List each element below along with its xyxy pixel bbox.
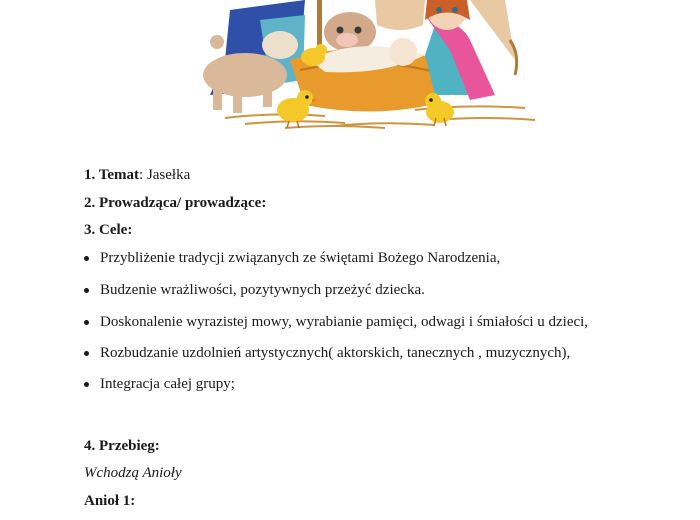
- section-leaders-label: . Prowadząca/ prowadzące:: [91, 195, 267, 211]
- nativity-scene-image: [185, 0, 555, 135]
- goal-text: Integracja całej grupy;: [100, 376, 235, 392]
- goal-text: Rozbudzanie uzdolnień artystycznych( aktorskich, tanecznych , muzycznych),: [100, 345, 571, 361]
- section-topic: [84, 166, 190, 184]
- bullet-icon: [84, 256, 89, 261]
- bullet-icon: [84, 320, 89, 325]
- goal-text: Budzenie wrażliwości, pozytywnych przeżyć dziecka.: [100, 282, 425, 298]
- section-leaders-number: 2: [84, 195, 92, 211]
- stage-direction: Wchodzą Anioły: [84, 465, 182, 481]
- goal-text: Przybliżenie tradycji związanych ze świętami Bożego Narodzenia,: [100, 250, 501, 266]
- speaker-label: Anioł 1:: [84, 493, 136, 509]
- goal-text: Doskonalenie wyrazistej mowy, wyrabianie pamięci, odwagi i śmiałości u dzieci,: [100, 314, 589, 330]
- section-goals-heading: 3. Cele:: [84, 222, 133, 238]
- section-topic-value: Jasełka: [146, 167, 191, 183]
- bullet-icon: [84, 351, 89, 356]
- section-leaders: [84, 194, 266, 212]
- bullet-icon: [84, 288, 89, 293]
- section-topic-separator: :: [139, 167, 147, 183]
- section-procedure-heading: 4. Przebieg:: [84, 438, 160, 454]
- section-topic-number: 1.: [84, 167, 99, 183]
- bullet-icon: [84, 382, 89, 387]
- section-topic-label: Temat: [98, 167, 140, 183]
